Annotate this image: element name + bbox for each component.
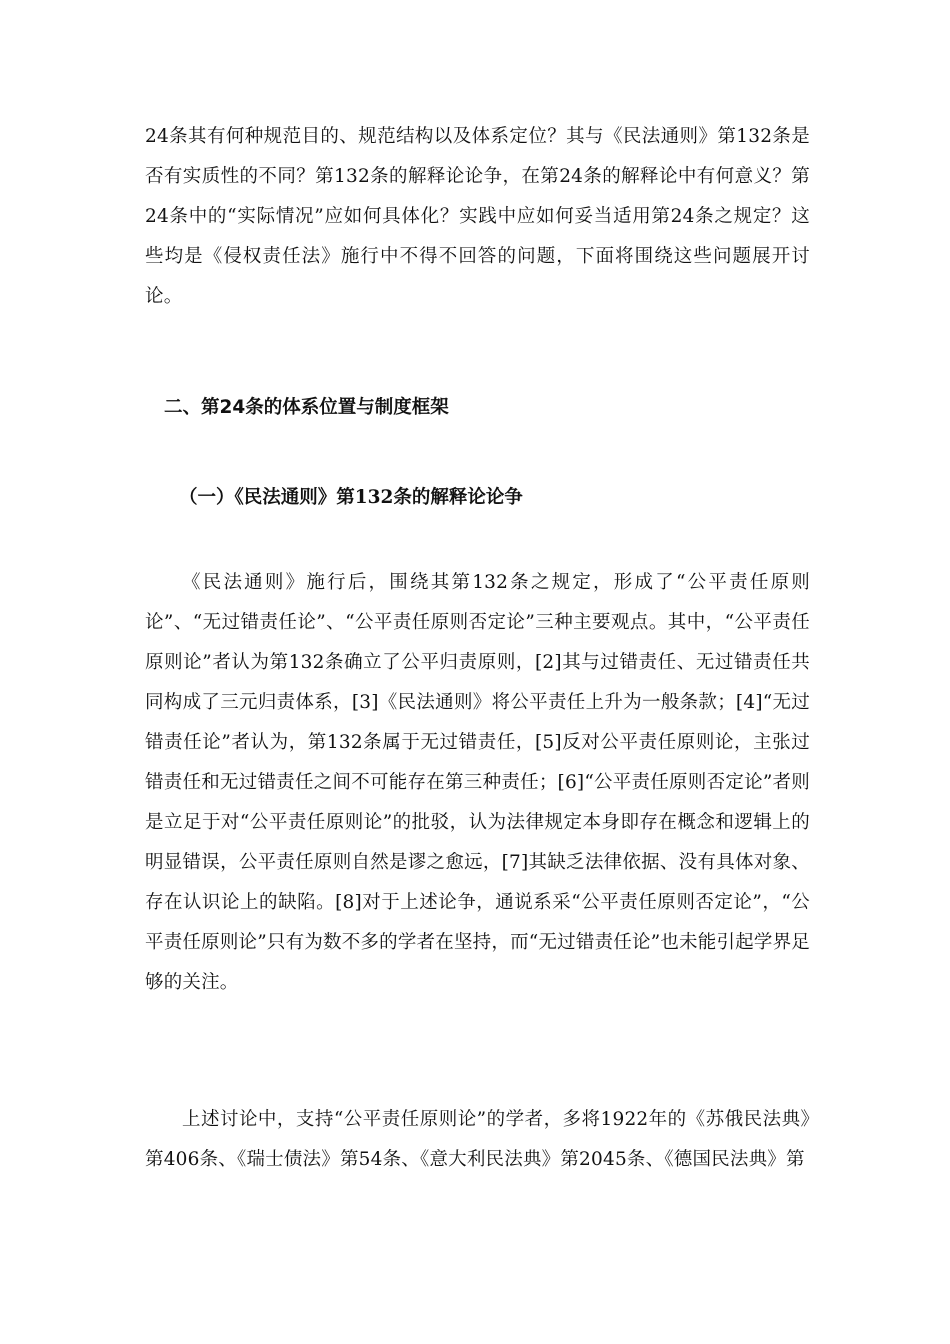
section-heading: 二、第24条的体系位置与制度框架 [164, 397, 449, 418]
body-paragraph-2: 《民法通则》施行后，围绕其第132条之规定，形成了“公平责任原则论”、“无过错责任论”、“公平责任原则否定论”三种主要观点。其中，“公平责任原则论”者认为第132条确立了公平归责原则，[2]其与过错责任、无过错责任共同构成了三元归责体系，[3]《民法通则》将公平责任上升为一般条款；[4]“无过错责任论”者认为，第132条属于无过错责任，[5]反对公平责任原则论，主张过错责任和无过错责任之间不可能存在第三种责任；[6]“公平责任原则否定论”者则是立足于对“公平责任原则论”的批驳，认为法律规定本身即存在概念和逻辑上的明显错误，公平责任原则自然是谬之愈远，[7]其缺乏法律依据、没有具体对象、存在认识论上的缺陷。[8]对于上述论争，通说系采“公平责任原则否定论”，“公平责任原则论”只有为数不多的学者在坚持，而“无过错责任论”也未能引起学界足够的关注。 [145, 572, 810, 993]
subsection-heading: （一）《民法通则》第132条的解释论论争 [179, 487, 523, 508]
body-paragraph-3: 上述讨论中，支持“公平责任原则论”的学者，多将1922年的《苏俄民法典》第406条、《瑞士债法》第54条、《意大利民法典》第2045条、《德国民法典》第 [145, 1109, 810, 1170]
body-paragraph-1: 24条其有何种规范目的、规范结构以及体系定位？其与《民法通则》第132条是否有实质性的不同？第132条的解释论论争，在第24条的解释论中有何意义？第24条中的“实际情况”应如何具体化？实践中应如何妥当适用第24条之规定？这些均是《侵权责任法》施行中不得不回答的问题，下面将围绕这些问题展开讨论。 [145, 126, 810, 307]
